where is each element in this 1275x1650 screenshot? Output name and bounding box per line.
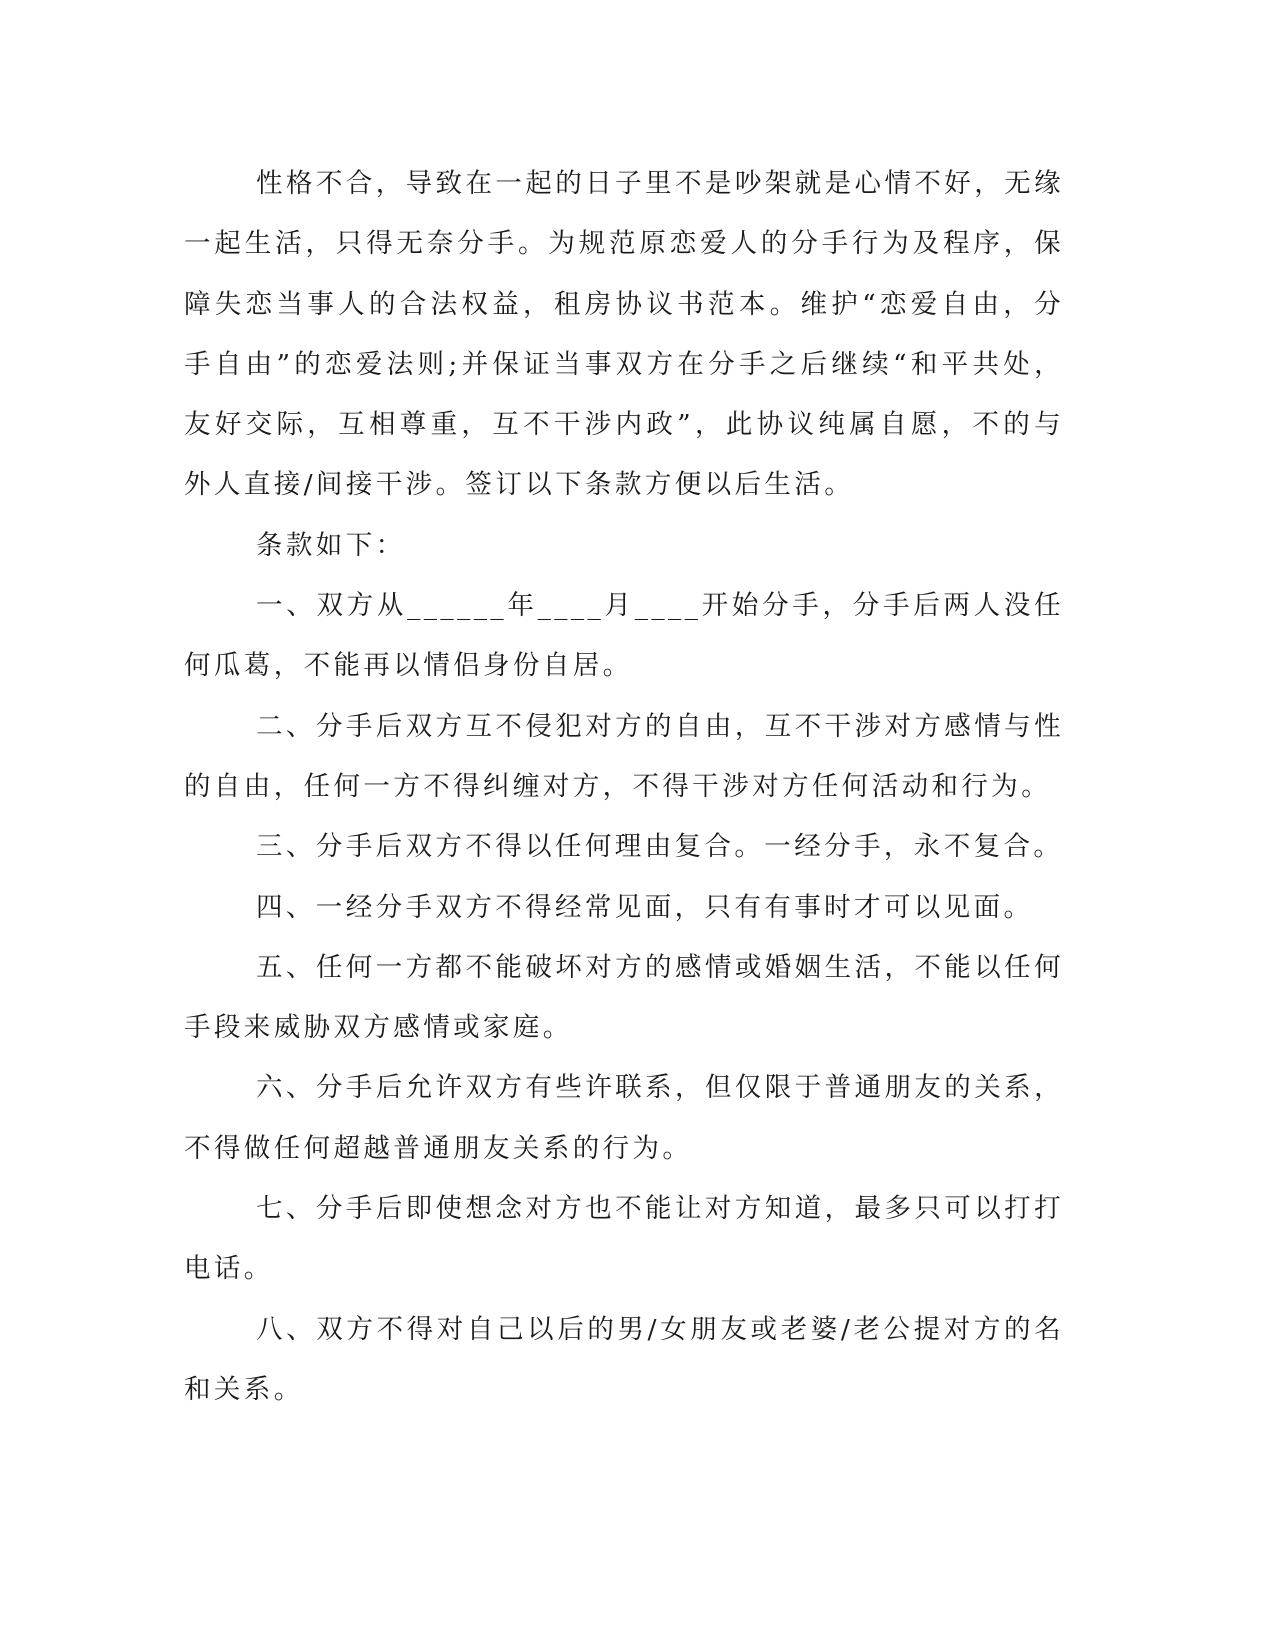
clause-1: 一、双方从______年____月____开始分手，分手后两人没任何瓜葛，不能再以情侣身份自居。 bbox=[184, 590, 1064, 682]
clause-5: 五、任何一方都不能破坏对方的感情或婚姻生活，不能以任何手段来威胁双方感情或家庭。 bbox=[184, 951, 1064, 1044]
terms-heading: 条款如下： bbox=[256, 529, 406, 561]
clause-3: 三、分手后双方不得以任何理由复合。一经分手，永不复合。 bbox=[256, 831, 1064, 863]
clause-8: 八、双方不得对自己以后的男/女朋友或老婆/老公提对方的名和关系。 bbox=[184, 1313, 1064, 1405]
clause-7: 七、分手后即使想念对方也不能让对方知道，最多只可以打打电话。 bbox=[184, 1193, 1064, 1285]
clause-4: 四、一经分手双方不得经常见面，只有有事时才可以见面。 bbox=[256, 891, 1034, 923]
clause-2: 二、分手后双方互不侵犯对方的自由，互不干涉对方感情与性的自由，任何一方不得纠缠对方，不得干涉对方任何活动和行为。 bbox=[184, 710, 1064, 802]
intro-paragraph: 性格不合，导致在一起的日子里不是吵架就是心情不好，无缘一起生活，只得无奈分手。为规范原恋爱人的分手行为及程序，保障失恋当事人的合法权益，租房协议书范本。维护“恋爱自由，分手自由”的恋爱法则;并保证当事双方在分手之后继续“和平共处，友好交际，互相尊重，互不干涉内政”，此协议纯属自愿，不的与外人直接/间接干涉。签订以下条款方便以后生活。 bbox=[184, 168, 1064, 501]
clause-6: 六、分手后允许双方有些许联系，但仅限于普通朋友的关系，不得做任何超越普通朋友关系的行为。 bbox=[184, 1072, 1064, 1164]
document-page bbox=[184, 154, 1064, 1420]
